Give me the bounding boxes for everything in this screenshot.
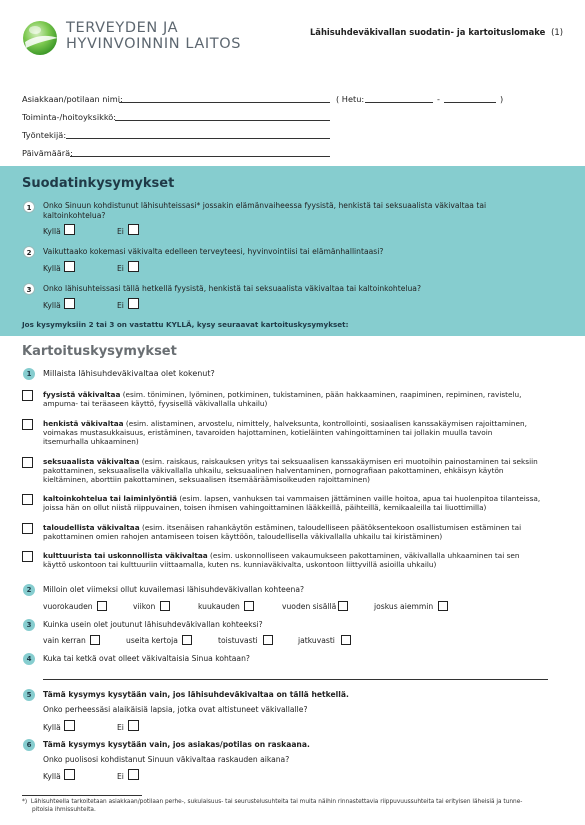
violence-type-neglect: [43, 494, 563, 512]
violence-type-desc: (esim. alistaminen, arvostelu, nimittely, halveksunta, kontrollointi, sosiaalisen kanssakäymisen rajoittaminen,: [123, 419, 527, 428]
screening-q1-no-checkbox[interactable]: [128, 224, 139, 235]
hetu-close: ): [500, 94, 504, 104]
q3-option-label: jatkuvasti: [298, 636, 335, 645]
footnote: [22, 799, 562, 814]
q2-option-checkbox[interactable]: [160, 601, 170, 611]
q2-option-label: joskus aiemmin: [374, 602, 434, 611]
violence-type-desc: (esim. töniminen, lyöminen, potkiminen, tukistaminen, pään hakkaaminen, raapiminen, repiminen, ravistelu,: [120, 390, 522, 399]
mapping-q5-condition: Tämä kysymys kysytään vain, jos lähisuhdeväkivaltaa on tällä hetkellä.: [43, 690, 349, 699]
screening-q2-yes-label: Kyllä: [43, 264, 61, 273]
violence-type-desc-line2: pakottaminen omien rahojen antamiseen toisen käyttöön, taloudellisella väkivallalla uhkailu tai kiristäminen): [43, 532, 443, 542]
violence-type-term: kaltoinkohtelua tai laiminlyöntiä: [43, 494, 177, 503]
violence-type-checkbox-sexual[interactable]: [22, 457, 33, 468]
violence-type-term: henkistä väkivaltaa: [43, 419, 124, 428]
mapping-q1-text: Millaista lähisuhdeväkivaltaa olet kokenut?: [43, 369, 215, 378]
violence-type-financial: [43, 523, 563, 541]
violence-type-term: kulttuurista tai uskonnollista väkivaltaa: [43, 551, 208, 560]
violence-type-sexual: [43, 457, 563, 485]
violence-type-checkbox-cultural[interactable]: [22, 551, 33, 562]
violence-type-cultural: [43, 551, 563, 569]
q5-no-checkbox[interactable]: [128, 720, 139, 731]
thl-logo: [20, 14, 250, 64]
q3-option-checkbox[interactable]: [341, 635, 351, 645]
mapping-q6-number: 6: [23, 739, 35, 751]
violence-type-desc-line3: itsemurhalla uhkaaminen): [43, 437, 139, 447]
q2-option-label: viikon: [133, 602, 156, 611]
mapping-q6-text: [43, 740, 310, 765]
worker-label: Työntekijä:: [22, 130, 67, 140]
mapping-q1-number: 1: [23, 368, 35, 380]
screening-q3-yes-checkbox[interactable]: [64, 298, 75, 309]
mapping-q3-text: Kuinka usein olet joutunut lähisuhdeväkivallan kohteeksi?: [43, 620, 263, 629]
violence-type-desc: (esim. itsenäisen rahankäytön estäminen, taloudelliseen päätöksentekoon osallistumisen estäminen tai: [139, 523, 522, 532]
violence-type-desc-line2: joissa hän on ollut niistä riippuvainen, toisen ihmisen vahingoittaminen lääkkeillä, päihteillä, kemikaaleilla tai liuottimilla): [43, 503, 487, 513]
q6-no-checkbox[interactable]: [128, 769, 139, 780]
q2-option-label: vuoden sisällä: [282, 602, 337, 611]
violence-type-desc: (esim. uskonnolliseen vakaumukseen pakottaminen, väkivallalla uhkaaminen tai sen: [207, 551, 520, 560]
violence-type-checkbox-financial[interactable]: [22, 523, 33, 534]
violence-type-desc: (esim. raiskaus, raiskauksen yritys tai seksuaalisen kanssakäymisen eri muotoihin painostaminen tai seksiin: [139, 457, 538, 466]
screening-q1-yes-checkbox[interactable]: [64, 224, 75, 235]
q4-answer-field[interactable]: [43, 671, 548, 680]
violence-type-desc-line2: pakottaminen, seksuaalisella väkivallalla uhkailu, seksuaalinen halventaminen, pornografiaan pakottaminen, ehkäisyn käytön: [43, 466, 504, 476]
screening-q2-number: 2: [23, 246, 35, 258]
hetu-field-2[interactable]: [444, 94, 496, 103]
violence-type-desc-line3: kieltäminen, aborttiin pakottaminen, seksuaalisen itsemääräämisoikeuden rajoittaminen): [43, 475, 370, 485]
screening-q3-number: 3: [23, 283, 35, 295]
date-label: Päivämäärä:: [22, 148, 73, 158]
q5-no-label: Ei: [117, 723, 124, 732]
logo-line-1: TERVEYDEN JA: [66, 20, 179, 36]
mapping-q4-number: 4: [23, 653, 35, 665]
q2-option-label: vuorokauden: [43, 602, 93, 611]
screening-note: Jos kysymyksiin 2 tai 3 on vastattu KYLLÄ, kysy seuraavat kartoituskysymykset:: [22, 320, 349, 329]
mapping-q3-number: 3: [23, 619, 35, 631]
q6-no-label: Ei: [117, 772, 124, 781]
thl-logo-icon: [20, 18, 60, 58]
screening-q1-no-label: Ei: [117, 227, 124, 236]
mapping-title: Kartoituskysymykset: [22, 344, 177, 359]
violence-type-checkbox-neglect[interactable]: [22, 494, 33, 505]
screening-q2-text: Vaikuttaako kokemasi väkivalta edelleen terveyteesi, hyvinvointiisi tai elämänhallintaasi?: [43, 247, 384, 256]
violence-type-checkbox-mental[interactable]: [22, 419, 33, 430]
mapping-q4-text: Kuka tai ketkä ovat olleet väkivaltaisia Sinua kohtaan?: [43, 654, 250, 663]
screening-q1-line1: Onko Sinuun kohdistunut lähisuhteissasi* jossakin elämänvaiheessa fyysistä, henkistä tai seksuaalista väkivaltaa tai: [43, 201, 487, 210]
screening-q3-no-label: Ei: [117, 301, 124, 310]
document-page: (1): [551, 27, 563, 37]
q3-option-label: useita kertoja: [126, 636, 178, 645]
mapping-q2-number: 2: [23, 584, 35, 596]
footnote-mark: *): [22, 799, 28, 805]
mapping-q6-condition: Tämä kysymys kysytään vain, jos asiakas/potilas on raskaana.: [43, 740, 310, 749]
screening-q2-no-checkbox[interactable]: [128, 261, 139, 272]
q3-option-checkbox[interactable]: [182, 635, 192, 645]
logo-line-2: HYVINVOINNIN LAITOS: [66, 36, 242, 52]
violence-type-term: taloudellista väkivaltaa: [43, 523, 140, 532]
document-title: [310, 27, 563, 37]
patient-name-label: Asiakkaan/potilaan nimi:: [22, 94, 123, 104]
unit-label: Toiminta-/hoitoyksikkö:: [22, 112, 117, 122]
q6-yes-checkbox[interactable]: [64, 769, 75, 780]
screening-q3-no-checkbox[interactable]: [128, 298, 139, 309]
patient-name-field[interactable]: [119, 94, 330, 103]
q3-option-label: toistuvasti: [218, 636, 258, 645]
q2-option-checkbox[interactable]: [244, 601, 254, 611]
violence-type-desc-line2: voimakas mustasukkaisuus, eristäminen, tavaroiden hajottaminen, kotieläinten vahingoittaminen tai jollakin muulla tavoin: [43, 428, 493, 438]
screening-q2-yes-checkbox[interactable]: [64, 261, 75, 272]
q5-yes-label: Kyllä: [43, 723, 61, 732]
mapping-q5-number: 5: [23, 689, 35, 701]
q3-option-checkbox[interactable]: [263, 635, 273, 645]
document-title-text: Lähisuhdeväkivallan suodatin- ja kartoituslomake: [309, 27, 546, 37]
footnote-line-1: Lähisuhteella tarkoitetaan asiakkaan/potilaan perhe-, sukulaisuus- tai seurustelusuhteita tai muita näihin rinnastettavia riippuvuussuhteita tai erityisen läheisiä ja tunne-: [30, 799, 523, 805]
q3-option-label: vain kerran: [43, 636, 86, 645]
mapping-q6-question: Onko puolisosi kohdistanut Sinuun väkivaltaa raskauden aikana?: [43, 755, 290, 764]
mapping-q2-text: Milloin olet viimeksi ollut kuvailemasi lähisuhdeväkivallan kohteena?: [43, 585, 305, 594]
footnote-line-2: pitoisia ihmissuhteita.: [32, 806, 96, 813]
violence-type-physical: [43, 390, 563, 408]
hetu-field-1[interactable]: [365, 94, 433, 103]
footnote-divider: [22, 795, 142, 796]
hetu-label: ( Hetu:: [336, 94, 365, 104]
screening-q1-line2: kaltoinkohtelua?: [43, 211, 106, 220]
mapping-q5-question: Onko perheessäsi alaikäisiä lapsia, jotka ovat altistuneet väkivallalle?: [43, 705, 308, 714]
violence-type-desc-line2: käyttö uskontoon tai kulttuuriin viittaamalla, kuten ns. kunniaväkivalta, uskontoon liittyvillä asioilla uhkailu): [43, 560, 437, 570]
screening-q3-yes-label: Kyllä: [43, 301, 61, 310]
screening-title: Suodatinkysymykset: [22, 176, 175, 191]
violence-type-mental: [43, 419, 563, 447]
violence-type-term: fyysistä väkivaltaa: [43, 390, 121, 399]
logo-text: [66, 20, 241, 52]
q2-option-checkbox[interactable]: [97, 601, 107, 611]
worker-field[interactable]: [66, 130, 330, 139]
violence-type-term: seksuaalista väkivaltaa: [43, 457, 140, 466]
screening-q1-text: [43, 201, 486, 221]
screening-q3-text: Onko lähisuhteissasi tällä hetkellä fyysistä, henkistä tai seksuaalista väkivaltaa tai kaltoinkohtelua?: [43, 284, 421, 293]
q5-yes-checkbox[interactable]: [64, 720, 75, 731]
screening-section: [0, 166, 585, 336]
q2-option-checkbox[interactable]: [438, 601, 448, 611]
violence-type-desc: (esim. lapsen, vanhuksen tai vammaisen jättäminen vaille hoitoa, apua tai huolenpitoa tilanteissa,: [177, 494, 541, 503]
date-field[interactable]: [70, 148, 330, 157]
hetu-dash: -: [437, 94, 440, 104]
violence-type-desc-line2: ampuma- tai teräaseen käyttö, fyysisellä väkivallalla uhkailu): [43, 399, 268, 409]
q2-option-checkbox[interactable]: [338, 601, 348, 611]
violence-type-checkbox-physical[interactable]: [22, 390, 33, 401]
q2-option-label: kuukauden: [198, 602, 240, 611]
screening-q1-yes-label: Kyllä: [43, 227, 61, 236]
screening-q1-number: 1: [23, 201, 35, 213]
mapping-q5-text: [43, 690, 349, 715]
unit-field[interactable]: [115, 112, 330, 121]
screening-q2-no-label: Ei: [117, 264, 124, 273]
q3-option-checkbox[interactable]: [90, 635, 100, 645]
q6-yes-label: Kyllä: [43, 772, 61, 781]
